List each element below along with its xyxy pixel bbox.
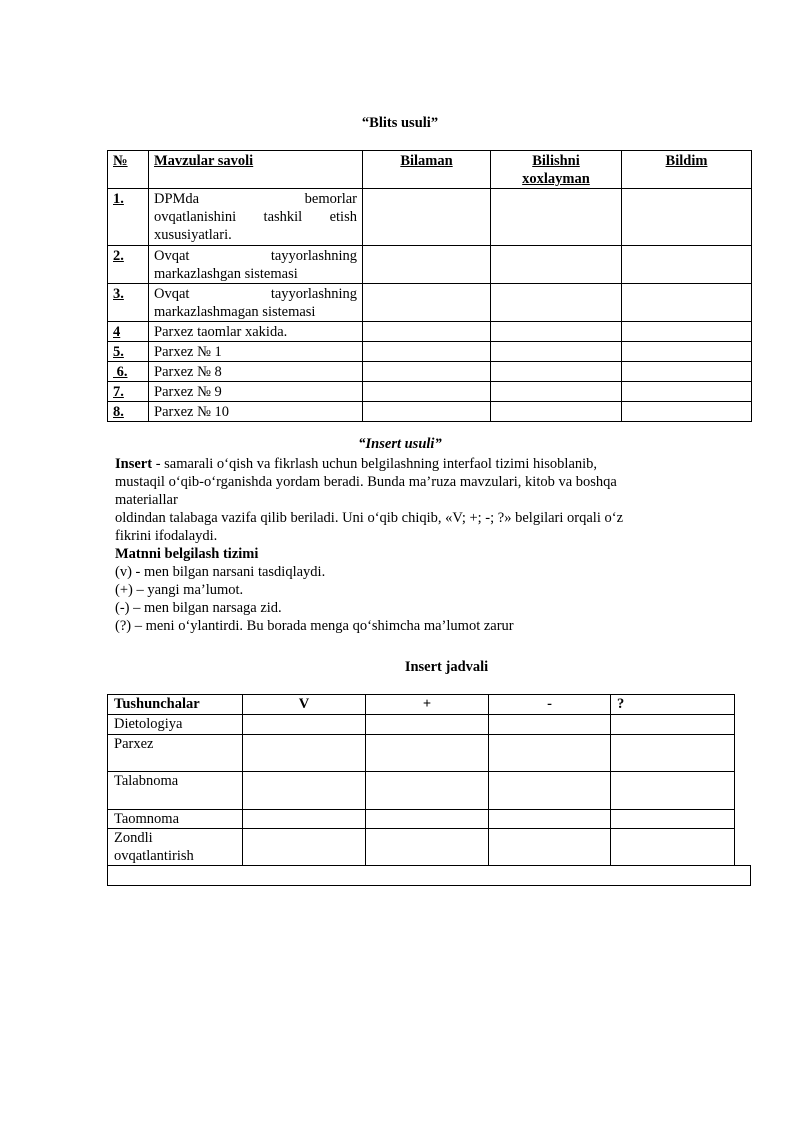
answer-cell xyxy=(622,382,752,402)
header-num: № xyxy=(108,151,149,189)
mark-item: (+) – yangi ma’lumot. xyxy=(115,582,244,598)
table-row xyxy=(108,402,752,422)
paragraph-line: materiallar xyxy=(115,492,178,508)
answer-cell xyxy=(363,246,491,284)
row-number: 2. xyxy=(108,246,149,284)
mark-cell xyxy=(243,735,366,772)
paragraph-line: mustaqil o‘qib-o‘rganishda yordam beradi. Bunda ma’ruza mavzulari, kitob va boshqa xyxy=(115,474,617,490)
insert-table xyxy=(107,694,735,866)
insert-table-title: Insert jadvali xyxy=(404,659,489,675)
answer-cell xyxy=(491,402,622,422)
header-question: Mavzular savoli xyxy=(149,151,363,189)
answer-cell xyxy=(491,189,622,246)
table-row xyxy=(108,246,752,284)
concept-line: ovqatlantirish xyxy=(114,848,194,864)
answer-cell xyxy=(622,322,752,342)
header-xoxlayman-line: xoxlayman xyxy=(522,171,590,187)
word: bemorlar xyxy=(304,191,357,207)
header-concepts: Tushunchalar xyxy=(108,695,243,715)
table-row xyxy=(108,715,735,735)
word: ovqatlanishini xyxy=(154,209,237,225)
answer-cell xyxy=(363,382,491,402)
row-question xyxy=(149,246,363,284)
word: etish xyxy=(329,209,357,225)
answer-cell xyxy=(491,284,622,322)
answer-cell xyxy=(622,189,752,246)
row-number: 1. xyxy=(108,189,149,246)
mark-cell xyxy=(366,715,489,735)
table-row xyxy=(108,362,752,382)
word: Ovqat xyxy=(154,286,190,302)
concept-cell: Parxez xyxy=(108,735,243,772)
header-question: ? xyxy=(611,695,735,715)
answer-cell xyxy=(363,322,491,342)
word: tayyorlashning xyxy=(270,286,357,302)
row-number: 8. xyxy=(108,402,149,422)
marking-system-heading: Matnni belgilash tizimi xyxy=(115,546,259,562)
answer-cell xyxy=(491,322,622,342)
mark-cell xyxy=(489,810,611,829)
row-question: Parxez № 9 xyxy=(149,382,363,402)
row-question: Parxez № 10 xyxy=(149,402,363,422)
line: markazlashmagan sistemasi xyxy=(154,304,316,320)
insert-method-text xyxy=(115,455,715,635)
answer-cell xyxy=(622,402,752,422)
answer-cell xyxy=(363,284,491,322)
answer-cell xyxy=(622,342,752,362)
row-number: 6. xyxy=(108,362,149,382)
concept-cell: Talabnoma xyxy=(108,772,243,810)
mark-cell xyxy=(489,829,611,866)
mark-cell xyxy=(366,772,489,810)
row-question: Parxez taomlar xakida. xyxy=(149,322,363,342)
word: Ovqat xyxy=(154,248,190,264)
answer-cell xyxy=(622,246,752,284)
answer-cell xyxy=(491,342,622,362)
table-row xyxy=(108,382,752,402)
concept-cell xyxy=(108,829,243,866)
header-bilishni-xoxlayman xyxy=(491,151,622,189)
answer-cell xyxy=(491,362,622,382)
line: markazlashgan sistemasi xyxy=(154,266,298,282)
answer-cell xyxy=(363,342,491,362)
mark-cell xyxy=(366,810,489,829)
row-question xyxy=(149,189,363,246)
row-number: 3. xyxy=(108,284,149,322)
answer-cell xyxy=(363,362,491,382)
word: tayyorlashning xyxy=(270,248,357,264)
mark-cell xyxy=(243,810,366,829)
table-row xyxy=(108,189,752,246)
concept-cell: Dietologiya xyxy=(108,715,243,735)
mark-cell xyxy=(243,829,366,866)
row-question xyxy=(149,284,363,322)
table-row xyxy=(108,342,752,362)
mark-cell xyxy=(366,829,489,866)
table-header-row xyxy=(108,695,735,715)
word: DPMda xyxy=(154,191,200,207)
mark-cell xyxy=(611,735,735,772)
mark-cell xyxy=(366,735,489,772)
mark-item: (-) – men bilgan narsaga zid. xyxy=(115,600,282,616)
mark-cell xyxy=(611,715,735,735)
line: xususiyatlari. xyxy=(154,227,232,243)
insert-method-title: “Insert usuli” xyxy=(358,436,442,452)
answer-cell xyxy=(622,362,752,382)
empty-footer-box xyxy=(107,865,751,886)
word: tashkil xyxy=(263,209,303,225)
mark-cell xyxy=(489,772,611,810)
answer-cell xyxy=(363,402,491,422)
concept-cell: Taomnoma xyxy=(108,810,243,829)
mark-item: (?) – meni o‘ylantirdi. Bu borada menga qo‘shimcha ma’lumot zarur xyxy=(115,618,514,634)
table-row xyxy=(108,772,735,810)
table-row xyxy=(108,735,735,772)
header-plus: + xyxy=(366,695,489,715)
header-minus: - xyxy=(489,695,611,715)
header-bildim: Bildim xyxy=(622,151,752,189)
blits-title: “Blits usuli” xyxy=(361,115,439,131)
mark-cell xyxy=(611,772,735,810)
blits-table xyxy=(107,150,752,422)
paragraph-line: fikrini ifodalaydi. xyxy=(115,528,218,544)
mark-cell xyxy=(243,772,366,810)
header-bilishni-line: Bilishni xyxy=(532,153,580,169)
answer-cell xyxy=(491,382,622,402)
mark-item: (v) - men bilgan narsani tasdiqlaydi. xyxy=(115,564,326,580)
table-row xyxy=(108,284,752,322)
mark-cell xyxy=(489,715,611,735)
table-row xyxy=(108,829,735,866)
mark-cell xyxy=(611,810,735,829)
row-question: Parxez № 8 xyxy=(149,362,363,382)
answer-cell xyxy=(491,246,622,284)
table-header-row xyxy=(108,151,752,189)
row-number: 7. xyxy=(108,382,149,402)
answer-cell xyxy=(363,189,491,246)
row-question: Parxez № 1 xyxy=(149,342,363,362)
header-v: V xyxy=(243,695,366,715)
answer-cell xyxy=(622,284,752,322)
mark-cell xyxy=(489,735,611,772)
mark-cell xyxy=(243,715,366,735)
row-number: 4 xyxy=(108,322,149,342)
table-row xyxy=(108,322,752,342)
header-bilaman: Bilaman xyxy=(363,151,491,189)
mark-cell xyxy=(611,829,735,866)
insert-term: Insert xyxy=(115,456,153,472)
paragraph-line: oldindan talabaga vazifa qilib beriladi. Uni o‘qib chiqib, «V; +; -; ?» belgilari orqali o‘z xyxy=(115,510,624,526)
table-row xyxy=(108,810,735,829)
concept-line: Zondli xyxy=(114,830,153,846)
text-span: - samarali o‘qish va fikrlash uchun belgilashning interfaol tizimi hisoblanib, xyxy=(152,456,598,472)
paragraph-line xyxy=(115,455,715,473)
row-number: 5. xyxy=(108,342,149,362)
